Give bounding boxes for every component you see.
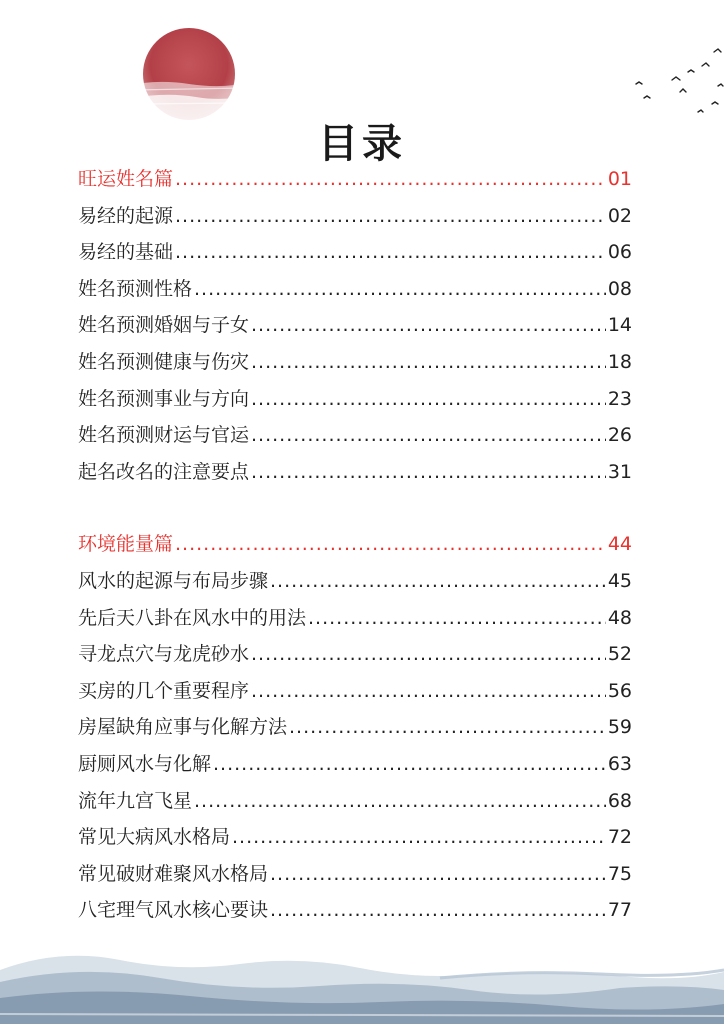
dot-leader: [194, 790, 606, 812]
toc-entry[interactable]: [78, 201, 632, 238]
toc-page-number: 06: [607, 241, 632, 264]
dot-leader: [251, 461, 606, 483]
toc-page-number: 68: [607, 789, 632, 812]
dot-leader: [251, 643, 606, 665]
toc-section-heading[interactable]: [78, 164, 632, 201]
toc-page-number: 44: [607, 533, 632, 556]
toc-entry-label: 买房的几个重要程序: [78, 679, 250, 702]
toc-entry[interactable]: [78, 384, 632, 421]
toc-entry-label: 风水的起源与布局步骤: [78, 569, 269, 592]
toc-entry[interactable]: [78, 749, 632, 786]
dot-leader: [251, 351, 606, 373]
toc-entry[interactable]: [78, 237, 632, 274]
toc-entry[interactable]: [78, 859, 632, 896]
toc-page-number: 72: [607, 826, 632, 849]
toc-page-number: 14: [607, 314, 632, 337]
toc-entry[interactable]: [78, 457, 632, 494]
dot-leader: [251, 314, 606, 336]
toc-entry-label: 姓名预测健康与伤灾: [78, 350, 250, 373]
toc-page-number: 08: [607, 277, 632, 300]
ink-mountains-illustration: [0, 930, 724, 1024]
red-sun-illustration: [126, 24, 252, 120]
dot-leader: [308, 607, 606, 629]
toc-entry-label: 寻龙点穴与龙虎砂水: [78, 643, 250, 666]
toc-entry-label: 姓名预测性格: [78, 277, 193, 300]
toc-entry-label: 常见大病风水格局: [78, 826, 231, 849]
toc-page-number: 01: [607, 168, 632, 190]
dot-leader: [251, 424, 606, 446]
toc-entry[interactable]: [78, 274, 632, 311]
dot-leader: [251, 680, 606, 702]
toc-entry-label: 先后天八卦在风水中的用法: [78, 606, 307, 629]
toc-entry-label: 八宅理气风水核心要诀: [78, 899, 269, 922]
dot-leader: [175, 533, 606, 555]
dot-leader: [270, 863, 606, 885]
toc-entry[interactable]: [78, 895, 632, 932]
toc-page-number: 02: [607, 204, 632, 227]
toc-page-number: 23: [607, 387, 632, 410]
dot-leader: [194, 278, 606, 300]
toc-page-number: 48: [607, 606, 632, 629]
table-of-contents: [78, 164, 632, 932]
toc-entry-label: 姓名预测财运与官运: [78, 424, 250, 447]
toc-section-heading[interactable]: [78, 529, 632, 566]
dot-leader: [289, 716, 606, 738]
toc-entry[interactable]: [78, 566, 632, 603]
toc-entry-label: 易经的基础: [78, 241, 174, 264]
dot-leader: [251, 388, 606, 410]
toc-entry[interactable]: [78, 786, 632, 823]
toc-page-number: 56: [607, 679, 632, 702]
dot-leader: [175, 205, 606, 227]
toc-entry-label: 流年九宫飞星: [78, 789, 193, 812]
dot-leader: [270, 570, 606, 592]
toc-entry-label: 房屋缺角应事与化解方法: [78, 716, 288, 739]
toc-page-number: 77: [607, 899, 632, 922]
toc-page-number: 52: [607, 643, 632, 666]
toc-page-number: 59: [607, 716, 632, 739]
toc-entry-label: 厨厕风水与化解: [78, 752, 212, 775]
toc-entry[interactable]: [78, 420, 632, 457]
toc-page-number: 18: [607, 350, 632, 373]
dot-leader: [175, 241, 606, 263]
toc-entry[interactable]: [78, 347, 632, 384]
toc-entry[interactable]: [78, 603, 632, 640]
toc-entry-label: 易经的起源: [78, 204, 174, 227]
toc-entry-label: 姓名预测事业与方向: [78, 387, 250, 410]
toc-section-label: 环境能量篇: [78, 533, 174, 556]
toc-page-number: 45: [607, 569, 632, 592]
toc-entry[interactable]: [78, 639, 632, 676]
dot-leader: [213, 753, 606, 775]
toc-entry[interactable]: [78, 712, 632, 749]
toc-page-number: 75: [607, 862, 632, 885]
toc-page-number: 26: [607, 424, 632, 447]
dot-leader: [175, 168, 606, 190]
toc-entry-label: 起名改名的注意要点: [78, 460, 250, 483]
dot-leader: [270, 899, 606, 921]
toc-entry[interactable]: [78, 310, 632, 347]
toc-entry[interactable]: [78, 676, 632, 713]
toc-page-number: 63: [607, 752, 632, 775]
toc-entry[interactable]: [78, 822, 632, 859]
toc-entry-label: 常见破财难聚风水格局: [78, 862, 269, 885]
toc-section-label: 旺运姓名篇: [78, 168, 174, 190]
toc-entry-label: 姓名预测婚姻与子女: [78, 314, 250, 337]
page-title: 目录: [318, 121, 406, 167]
section-spacer: [78, 493, 632, 529]
toc-page-number: 31: [607, 460, 632, 483]
dot-leader: [232, 826, 606, 848]
